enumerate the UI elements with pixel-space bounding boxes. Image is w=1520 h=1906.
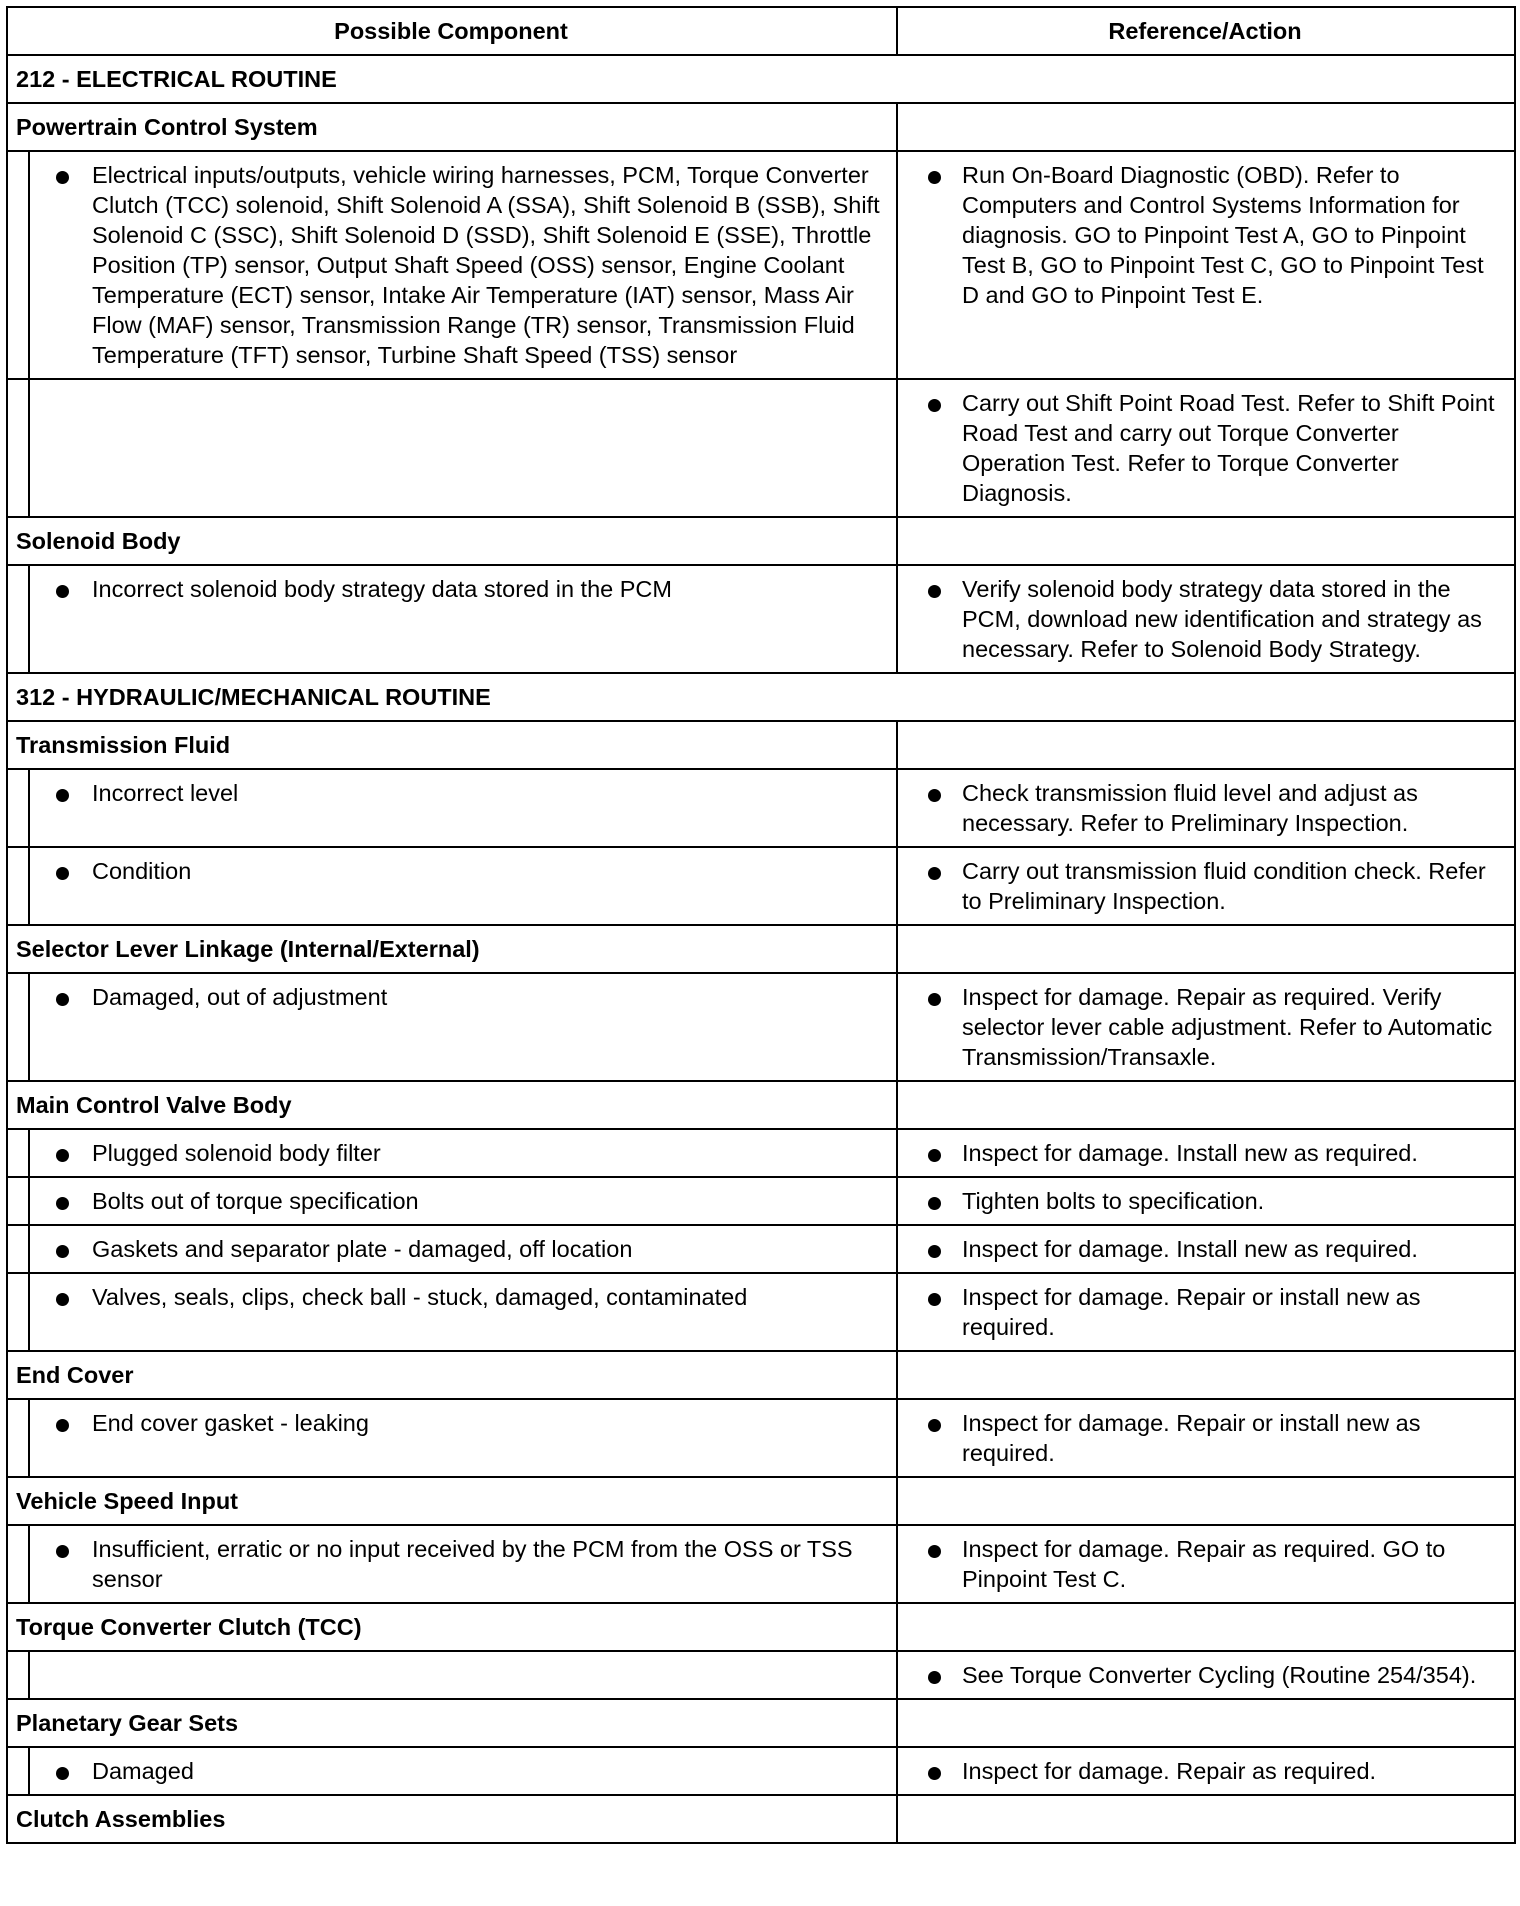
component-cell (29, 151, 897, 379)
group-blank-cell (897, 1351, 1515, 1399)
component-text: Incorrect level (92, 780, 239, 806)
action-item (906, 388, 1504, 508)
action-cell (897, 1747, 1515, 1795)
bullet-icon (56, 789, 69, 802)
action-cell (897, 1399, 1515, 1477)
action-item (906, 856, 1504, 916)
component-item (38, 1138, 886, 1168)
group-blank-cell (897, 517, 1515, 565)
indent-cell (7, 1273, 29, 1351)
component-text: Condition (92, 858, 192, 884)
component-text: Incorrect solenoid body strategy data stored in the PCM (92, 576, 672, 602)
action-cell (897, 1225, 1515, 1273)
action-item (906, 160, 1504, 310)
component-text: Plugged solenoid body filter (92, 1140, 381, 1166)
header-possible-component: Possible Component (7, 7, 897, 55)
component-text: Electrical inputs/outputs, vehicle wiring harnesses, PCM, Torque Converter Clutch (TCC) solenoid, Shift Solenoid A (SSA), Shift Solenoid B (SSB), Shift Solenoid C (SSC), Shift Solenoid D (SSD), Shift Solenoid E (SSE), Throttle Position (TP) sensor, Output Shaft Speed (OSS) sensor, Engine Coolant Temperature (ECT) sensor, Intake Air Temperature (IAT) sensor, Mass Air Flow (MAF) sensor, Transmission Range (TR) sensor, Transmission Fluid Temperature (TFT) sensor, Turbine Shaft Speed (TSS) sensor (92, 162, 880, 368)
bullet-icon (928, 1149, 941, 1162)
table-row (7, 973, 1515, 1081)
bullet-icon (56, 1197, 69, 1210)
table-row (7, 379, 1515, 517)
group-title: Clutch Assemblies (7, 1795, 897, 1843)
group-blank-cell (897, 1477, 1515, 1525)
indent-cell (7, 1747, 29, 1795)
action-text: Inspect for damage. Install new as required. (962, 1236, 1418, 1262)
component-cell (29, 847, 897, 925)
indent-cell (7, 379, 29, 517)
component-item (38, 1408, 886, 1438)
action-text: Inspect for damage. Repair or install new as required. (962, 1410, 1421, 1466)
component-cell (29, 1273, 897, 1351)
group-row (7, 1699, 1515, 1747)
component-text: Damaged (92, 1758, 194, 1784)
group-title: Torque Converter Clutch (TCC) (7, 1603, 897, 1651)
group-title: Main Control Valve Body (7, 1081, 897, 1129)
group-blank-cell (897, 103, 1515, 151)
group-title: Powertrain Control System (7, 103, 897, 151)
component-item (38, 1186, 886, 1216)
indent-cell (7, 1225, 29, 1273)
component-item (38, 574, 886, 604)
table-row (7, 1129, 1515, 1177)
action-item (906, 1534, 1504, 1594)
component-text: Valves, seals, clips, check ball - stuck, damaged, contaminated (92, 1284, 748, 1310)
bullet-icon (928, 1245, 941, 1258)
group-blank-cell (897, 1081, 1515, 1129)
indent-cell (7, 565, 29, 673)
action-text: Inspect for damage. Install new as required. (962, 1140, 1418, 1166)
group-title: Vehicle Speed Input (7, 1477, 897, 1525)
group-row (7, 925, 1515, 973)
bullet-icon (928, 1197, 941, 1210)
bullet-icon (928, 789, 941, 802)
table-row (7, 1399, 1515, 1477)
group-blank-cell (897, 1699, 1515, 1747)
indent-cell (7, 151, 29, 379)
bullet-icon (928, 585, 941, 598)
action-cell (897, 151, 1515, 379)
bullet-icon (928, 867, 941, 880)
action-cell (897, 379, 1515, 517)
table-row (7, 769, 1515, 847)
bullet-icon (56, 1245, 69, 1258)
bullet-icon (928, 1671, 941, 1684)
group-blank-cell (897, 1795, 1515, 1843)
action-item (906, 1756, 1504, 1786)
component-text: Gaskets and separator plate - damaged, off location (92, 1236, 633, 1262)
action-cell (897, 1525, 1515, 1603)
component-cell (29, 1747, 897, 1795)
table-row (7, 1651, 1515, 1699)
table-row (7, 565, 1515, 673)
action-text: Inspect for damage. Repair or install new as required. (962, 1284, 1421, 1340)
component-cell (29, 1225, 897, 1273)
indent-cell (7, 769, 29, 847)
action-text: Inspect for damage. Repair as required. GO to Pinpoint Test C. (962, 1536, 1446, 1592)
routine-title: 212 - ELECTRICAL ROUTINE (7, 55, 1515, 103)
component-item (38, 982, 886, 1012)
bullet-icon (56, 1149, 69, 1162)
group-blank-cell (897, 721, 1515, 769)
component-cell (29, 379, 897, 517)
action-cell (897, 1273, 1515, 1351)
group-row (7, 721, 1515, 769)
group-row (7, 1351, 1515, 1399)
group-title: Planetary Gear Sets (7, 1699, 897, 1747)
action-text: Tighten bolts to specification. (962, 1188, 1265, 1214)
component-item (38, 1282, 886, 1312)
bullet-icon (56, 1419, 69, 1432)
bullet-icon (56, 1767, 69, 1780)
component-cell (29, 1525, 897, 1603)
group-title: Selector Lever Linkage (Internal/External) (7, 925, 897, 973)
component-text: Damaged, out of adjustment (92, 984, 388, 1010)
table-row (7, 847, 1515, 925)
bullet-icon (928, 1545, 941, 1558)
action-text: Run On-Board Diagnostic (OBD). Refer to Computers and Control Systems Information for diagnosis. GO to Pinpoint Test A, GO to Pinpoint Test B, GO to Pinpoint Test C, GO to Pinpoint Test D and GO to Pinpoint Test E. (962, 162, 1484, 308)
bullet-icon (56, 993, 69, 1006)
group-row (7, 1081, 1515, 1129)
group-row (7, 517, 1515, 565)
routine-title: 312 - HYDRAULIC/MECHANICAL ROUTINE (7, 673, 1515, 721)
action-item (906, 1186, 1504, 1216)
table-row (7, 151, 1515, 379)
action-cell (897, 1129, 1515, 1177)
table-header-row (7, 7, 1515, 55)
bullet-icon (928, 1767, 941, 1780)
action-item (906, 1234, 1504, 1264)
bullet-icon (928, 1293, 941, 1306)
group-row (7, 103, 1515, 151)
bullet-icon (928, 171, 941, 184)
component-text: End cover gasket - leaking (92, 1410, 369, 1436)
action-cell (897, 565, 1515, 673)
bullet-icon (56, 1545, 69, 1558)
action-text: Check transmission fluid level and adjust as necessary. Refer to Preliminary Inspection. (962, 780, 1418, 836)
action-item (906, 1138, 1504, 1168)
indent-cell (7, 847, 29, 925)
group-title: Solenoid Body (7, 517, 897, 565)
bullet-icon (928, 1419, 941, 1432)
action-item (906, 1408, 1504, 1468)
bullet-icon (56, 867, 69, 880)
component-item (38, 778, 886, 808)
component-cell (29, 1129, 897, 1177)
component-item (38, 1756, 886, 1786)
group-row (7, 1603, 1515, 1651)
action-text: Carry out transmission fluid condition check. Refer to Preliminary Inspection. (962, 858, 1486, 914)
component-cell (29, 1651, 897, 1699)
component-cell (29, 1399, 897, 1477)
component-cell (29, 769, 897, 847)
bullet-icon (56, 585, 69, 598)
component-cell (29, 565, 897, 673)
component-item (38, 1534, 886, 1594)
bullet-icon (56, 1293, 69, 1306)
action-item (906, 1282, 1504, 1342)
header-reference-action: Reference/Action (897, 7, 1515, 55)
component-item (38, 1234, 886, 1264)
component-item (38, 160, 886, 370)
group-blank-cell (897, 1603, 1515, 1651)
diagnosis-table (6, 6, 1516, 1844)
component-cell (29, 1177, 897, 1225)
group-row (7, 1795, 1515, 1843)
indent-cell (7, 1177, 29, 1225)
action-cell (897, 847, 1515, 925)
indent-cell (7, 1651, 29, 1699)
table-row (7, 1177, 1515, 1225)
group-title: End Cover (7, 1351, 897, 1399)
action-text: See Torque Converter Cycling (Routine 254/354). (962, 1662, 1477, 1688)
action-item (906, 1660, 1504, 1690)
action-cell (897, 1651, 1515, 1699)
routine-row (7, 55, 1515, 103)
component-cell (29, 973, 897, 1081)
group-title: Transmission Fluid (7, 721, 897, 769)
component-text: Bolts out of torque specification (92, 1188, 419, 1214)
action-cell (897, 1177, 1515, 1225)
group-row (7, 1477, 1515, 1525)
component-item (38, 856, 886, 886)
table-row (7, 1747, 1515, 1795)
indent-cell (7, 1399, 29, 1477)
action-item (906, 574, 1504, 664)
table-row (7, 1273, 1515, 1351)
component-text: Insufficient, erratic or no input received by the PCM from the OSS or TSS sensor (92, 1536, 853, 1592)
group-blank-cell (897, 925, 1515, 973)
action-cell (897, 973, 1515, 1081)
bullet-icon (928, 399, 941, 412)
table-row (7, 1525, 1515, 1603)
action-item (906, 778, 1504, 838)
indent-cell (7, 1525, 29, 1603)
action-text: Inspect for damage. Repair as required. Verify selector lever cable adjustment. Refer to Automatic Transmission/Transaxle. (962, 984, 1493, 1070)
bullet-icon (56, 171, 69, 184)
bullet-icon (928, 993, 941, 1006)
action-text: Verify solenoid body strategy data stored in the PCM, download new identification and strategy as necessary. Refer to Solenoid Body Strategy. (962, 576, 1482, 662)
action-text: Inspect for damage. Repair as required. (962, 1758, 1377, 1784)
table-row (7, 1225, 1515, 1273)
action-item (906, 982, 1504, 1072)
indent-cell (7, 973, 29, 1081)
action-text: Carry out Shift Point Road Test. Refer to Shift Point Road Test and carry out Torque Converter Operation Test. Refer to Torque Converter Diagnosis. (962, 390, 1495, 506)
routine-row (7, 673, 1515, 721)
indent-cell (7, 1129, 29, 1177)
action-cell (897, 769, 1515, 847)
